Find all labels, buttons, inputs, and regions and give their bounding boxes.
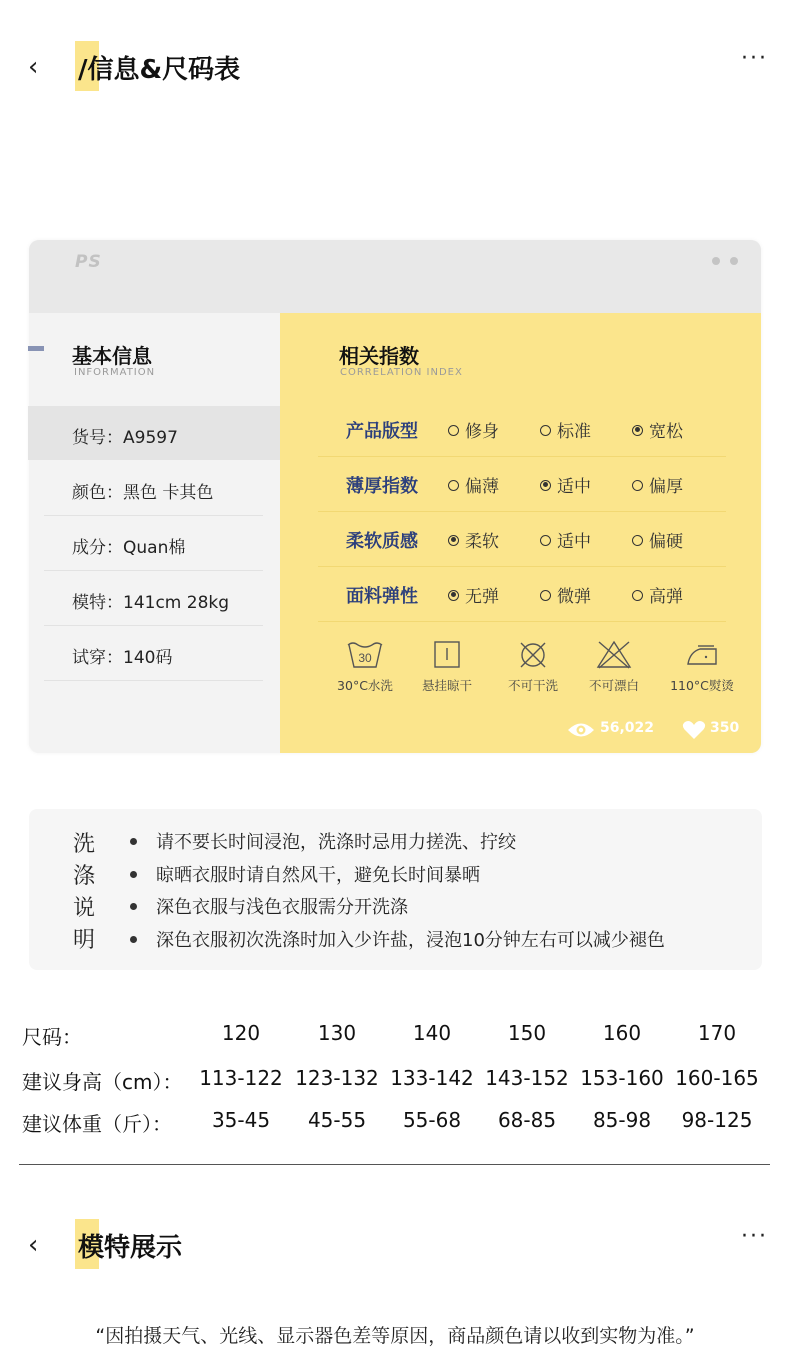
size-cell: 150: [507, 1021, 547, 1045]
svg-text:30: 30: [358, 651, 372, 665]
view-count: 56,022: [600, 720, 655, 736]
heart-icon[interactable]: [682, 720, 706, 740]
care-label: 悬挂晾干: [421, 678, 472, 693]
ps-logo: PS: [75, 252, 102, 272]
info-row-text: 模特：141cm 28kg: [72, 593, 230, 613]
size-cell: 55-68: [402, 1108, 462, 1132]
index-row-label: 柔软质感: [346, 531, 418, 552]
wash-item: 深色衣服初次洗涤时加入少许盐，浸泡10分钟左右可以减少褪色: [130, 926, 665, 952]
radio-option[interactable]: [540, 417, 591, 442]
radio-option[interactable]: [540, 527, 591, 552]
back-chevron-icon[interactable]: ‹: [28, 1230, 39, 1260]
care-label: 110°C熨烫: [670, 678, 734, 693]
info-row-color: [44, 461, 263, 516]
radio-unchecked-icon: [632, 480, 643, 491]
radio-unchecked-icon: [540, 590, 551, 601]
size-cell: 130: [317, 1021, 357, 1045]
size-cell: 143-152: [485, 1066, 569, 1090]
info-row-model: [44, 571, 263, 626]
radio-option[interactable]: [632, 527, 683, 552]
care-label: 不可漂白: [588, 678, 639, 693]
radio-option[interactable]: [540, 472, 591, 497]
size-row-label: 建议体重（斤）：: [22, 1112, 172, 1136]
eye-icon: [567, 721, 595, 739]
info-row-text: 成分：Quan棉: [72, 538, 186, 558]
radio-option-label: 柔软: [465, 532, 499, 552]
info-row-fitting: [44, 626, 263, 681]
window-dot-icon: [730, 257, 738, 265]
radio-option-label: 宽松: [649, 422, 683, 442]
size-cell: 68-85: [497, 1108, 557, 1132]
radio-unchecked-icon: [540, 425, 551, 436]
page-title: /信息&尺码表: [78, 55, 241, 85]
wash-item: 请不要长时间浸泡，洗涤时忌用力搓洗、拧绞: [130, 828, 516, 854]
radio-option[interactable]: [632, 472, 683, 497]
radio-option[interactable]: [540, 582, 591, 607]
bullet-icon: [130, 903, 137, 910]
radio-option-label: 偏硬: [649, 532, 683, 552]
wash-title-char: 说: [72, 896, 95, 921]
section-header-model: [0, 1214, 790, 1274]
wash-30-icon: [345, 640, 385, 670]
radio-unchecked-icon: [632, 535, 643, 546]
size-row-label: 尺码：: [22, 1025, 82, 1049]
radio-option-label: 适中: [557, 532, 591, 552]
wash-item: 晾晒衣服时请自然风干，避免长时间暴晒: [130, 861, 480, 887]
index-row-label: 产品版型: [346, 421, 418, 442]
basic-info-title: 基本信息: [72, 344, 152, 368]
hang-dry-icon: [427, 640, 467, 670]
radio-unchecked-icon: [632, 590, 643, 601]
size-cell: 133-142: [390, 1066, 474, 1090]
size-row-label: 建议身高（cm）：: [22, 1070, 183, 1094]
back-chevron-icon[interactable]: ‹: [28, 52, 39, 82]
wash-title-char: 涤: [72, 864, 95, 889]
index-row-label: 面料弹性: [346, 586, 418, 607]
index-row: [318, 402, 726, 457]
radio-option-label: 高弹: [649, 587, 683, 607]
care-label: 30°C水洗: [337, 678, 393, 693]
wash-title-char: 明: [72, 928, 95, 953]
size-cell: 140: [412, 1021, 452, 1045]
radio-unchecked-icon: [448, 480, 459, 491]
bullet-icon: [130, 838, 137, 845]
size-cell: 160-165: [675, 1066, 759, 1090]
radio-option-label: 偏厚: [649, 477, 683, 497]
radio-option[interactable]: [448, 417, 499, 442]
wash-title: [70, 829, 98, 957]
more-icon[interactable]: ···: [741, 1224, 768, 1249]
size-cell: 98-125: [681, 1108, 753, 1132]
info-row-material: [44, 516, 263, 571]
radio-checked-icon: [448, 590, 459, 601]
care-label: 不可干洗: [507, 678, 558, 693]
radio-checked-icon: [448, 535, 459, 546]
radio-option-label: 适中: [557, 477, 591, 497]
color-disclaimer: “因拍摄天气、光线、显示器色差等原因，商品颜色请以收到实物为准。”: [95, 1325, 695, 1347]
section-header-info: [0, 36, 790, 96]
info-row-text: 货号：A9597: [72, 428, 178, 448]
radio-unchecked-icon: [448, 425, 459, 436]
size-cell: 120: [221, 1021, 261, 1045]
radio-checked-icon: [632, 425, 643, 436]
size-cell: 85-98: [592, 1108, 652, 1132]
info-row-sku: [28, 406, 280, 460]
size-cell: 160: [602, 1021, 642, 1045]
iron-110-icon: [682, 640, 722, 670]
size-cell: 170: [697, 1021, 737, 1045]
radio-option-label: 无弹: [465, 587, 499, 607]
basic-info-subtitle: INFORMATION: [74, 367, 156, 378]
no-dry-clean-icon: [513, 640, 553, 670]
divider: [19, 1164, 770, 1165]
correlation-subtitle: CORRELATION INDEX: [340, 367, 463, 378]
no-bleach-icon: [594, 640, 634, 670]
radio-option-label: 修身: [465, 422, 499, 442]
bullet-icon: [130, 871, 137, 878]
care-no-dry-clean: [493, 640, 573, 694]
size-cell: 45-55: [307, 1108, 367, 1132]
radio-option[interactable]: [632, 417, 683, 442]
radio-option[interactable]: [632, 582, 683, 607]
correlation-title: 相关指数: [339, 344, 419, 368]
care-iron-110: [662, 640, 742, 694]
radio-option-label: 微弹: [557, 587, 591, 607]
care-no-bleach: [574, 640, 654, 694]
index-row: [318, 457, 726, 512]
section-title: 模特展示: [78, 1233, 183, 1263]
wash-title-char: 洗: [72, 832, 95, 857]
radio-option[interactable]: [448, 582, 499, 607]
info-row-text: 试穿：140码: [72, 648, 173, 668]
card-titlebar: [29, 240, 761, 313]
size-cell: 153-160: [580, 1066, 664, 1090]
index-row: [318, 567, 726, 622]
like-count: 350: [710, 720, 740, 736]
index-row: [318, 512, 726, 567]
radio-option-label: 标准: [557, 422, 591, 442]
size-cell: 123-132: [295, 1066, 379, 1090]
radio-checked-icon: [540, 480, 551, 491]
size-cell: 35-45: [211, 1108, 271, 1132]
index-row-label: 薄厚指数: [346, 476, 418, 497]
more-icon[interactable]: ···: [741, 46, 768, 71]
accent-bar: [28, 346, 44, 351]
care-hang-dry: [407, 640, 487, 694]
bullet-icon: [130, 936, 137, 943]
size-cell: 113-122: [199, 1066, 283, 1090]
info-row-text: 颜色：黑色 卡其色: [72, 483, 214, 503]
radio-unchecked-icon: [540, 535, 551, 546]
radio-option-label: 偏薄: [465, 477, 499, 497]
radio-option[interactable]: [448, 527, 499, 552]
wash-item: 深色衣服与浅色衣服需分开洗涤: [130, 893, 408, 919]
radio-option[interactable]: [448, 472, 499, 497]
window-dot-icon: [712, 257, 720, 265]
care-wash-30: [325, 640, 405, 694]
